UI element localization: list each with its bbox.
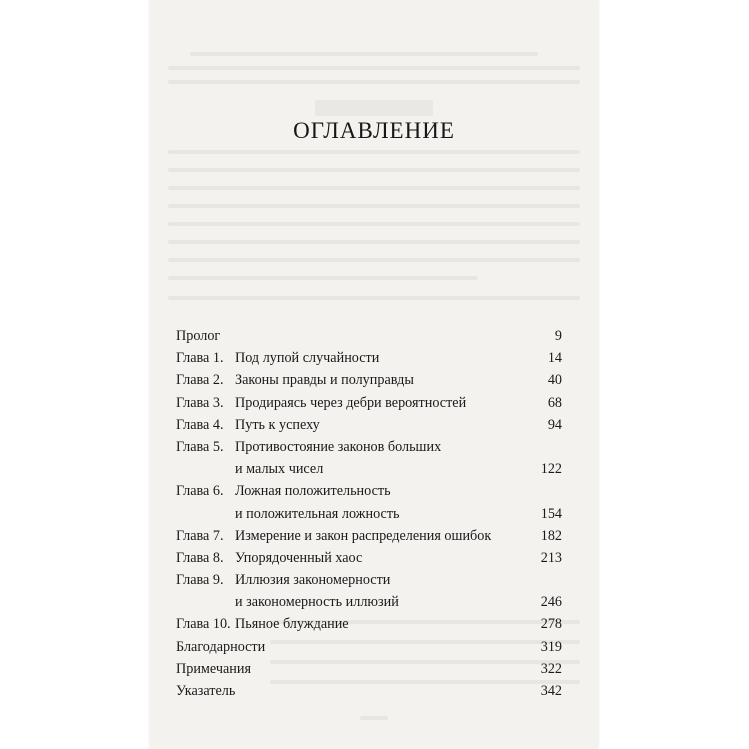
toc-entry — [176, 392, 562, 414]
toc-entry-title: Продираясь через дебри вероятностей — [235, 394, 467, 411]
toc-entry-title: Ложная положительность — [235, 483, 391, 500]
toc-entry — [176, 369, 562, 391]
toc-entry — [176, 569, 562, 613]
bleed-through-line — [190, 52, 538, 56]
book-page — [150, 0, 598, 749]
toc-entry — [176, 525, 562, 547]
toc-entry-title: Законы правды и полуправды — [235, 372, 414, 389]
bleed-through-line — [168, 240, 580, 244]
bleed-through-heading — [315, 100, 433, 116]
toc-page-number: 342 — [540, 683, 562, 700]
toc-page-number: 278 — [540, 616, 562, 633]
toc-entry — [176, 680, 562, 702]
bleed-through-line — [168, 296, 580, 300]
bleed-through-line — [168, 204, 580, 208]
toc-chapter-number: Глава 8. — [176, 549, 224, 566]
toc-page-number: 182 — [540, 527, 562, 544]
bleed-through-line — [360, 716, 388, 720]
toc-entry-title: Измерение и закон распределения ошибок — [235, 527, 492, 544]
toc-entry — [176, 480, 562, 524]
toc-entry — [176, 436, 562, 480]
toc-page-number: 246 — [540, 594, 562, 611]
toc-entry-title: Пьяное блуждание — [235, 616, 349, 633]
toc-entry — [176, 325, 562, 347]
toc-chapter-number: Глава 2. — [176, 372, 224, 389]
toc-entry — [176, 613, 562, 635]
bleed-through-line — [168, 80, 580, 84]
toc-entry-title: Путь к успеху — [235, 416, 320, 433]
toc-entry — [176, 547, 562, 569]
toc-entry-title: Под лупой случайности — [235, 350, 380, 367]
toc-entry-title: и закономерность иллюзий — [235, 594, 399, 611]
toc-entry-title: Пролог — [176, 328, 221, 344]
toc-chapter-number: Глава 9. — [176, 572, 224, 589]
toc-entry — [176, 347, 562, 369]
toc-entry-title: и малых чисел — [235, 461, 324, 478]
toc-chapter-number: Глава 5. — [176, 438, 224, 455]
bleed-through-line — [168, 186, 580, 190]
toc-page-number: 322 — [540, 660, 562, 677]
bleed-through-line — [168, 150, 580, 154]
toc-chapter-number: Глава 7. — [176, 527, 224, 544]
toc-page-number: 154 — [540, 505, 562, 522]
toc-chapter-number: Глава 10. — [176, 616, 231, 633]
bleed-through-line — [168, 276, 478, 280]
toc-chapter-number: Глава 6. — [176, 483, 224, 500]
bleed-through-line — [168, 66, 580, 70]
toc-entry-title: Указатель — [176, 683, 236, 700]
toc-entry-title: и положительная ложность — [235, 505, 400, 522]
toc-entry — [176, 658, 562, 680]
toc-page-number: 68 — [547, 394, 562, 411]
bleed-through-line — [168, 222, 580, 226]
toc-entry — [176, 636, 562, 658]
toc-page-number: 319 — [540, 638, 562, 655]
table-of-contents — [176, 325, 562, 702]
toc-entry-title: Противостояние законов больших — [235, 438, 442, 455]
toc-entry-title: Примечания — [176, 660, 251, 677]
toc-chapter-number: Глава 4. — [176, 416, 224, 433]
toc-chapter-number: Глава 1. — [176, 350, 224, 367]
page-title: ОГЛАВЛЕНИЕ — [293, 118, 455, 143]
toc-page-number: 9 — [554, 328, 562, 344]
toc-chapter-number: Глава 3. — [176, 394, 224, 411]
toc-page-number: 94 — [547, 416, 562, 433]
bleed-through-line — [168, 258, 580, 262]
toc-entry — [176, 414, 562, 436]
toc-page-number: 14 — [547, 350, 562, 367]
toc-page-number: 213 — [540, 549, 562, 566]
toc-entry-title: Благодарности — [176, 638, 266, 655]
toc-entry-title: Упорядоченный хаос — [235, 549, 363, 566]
toc-entry-title: Иллюзия закономерности — [235, 572, 391, 589]
toc-page-number: 122 — [540, 461, 562, 478]
toc-page-number: 40 — [547, 372, 562, 389]
bleed-through-line — [168, 168, 580, 172]
